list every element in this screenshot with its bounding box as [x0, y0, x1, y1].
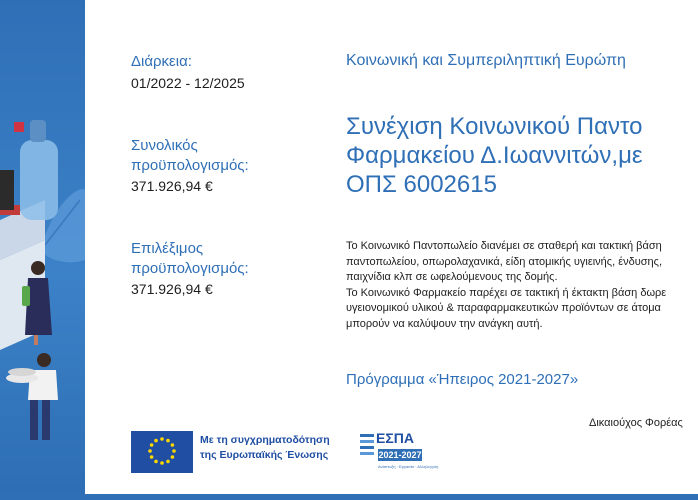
program-category-heading: Κοινωνική και Συμπεριληπτική Ευρώπη [346, 52, 626, 69]
duration-value: 01/2022 - 12/2025 [131, 75, 245, 91]
description-line: υγειονομικού υλικού & παραφαρμακευτικών προϊόντων σε άτομα [346, 302, 661, 315]
project-title [346, 112, 698, 199]
description-line: παιχνίδια κλπ σε ωφελούμενους της δομής. [346, 271, 558, 284]
eligible-budget-label-line1: Επιλέξιμος [131, 240, 204, 257]
eu-text-line: της Ευρωπαϊκής Ένωσης [200, 449, 329, 461]
bottom-accent-bar [0, 494, 698, 500]
illustration-people-icon [0, 0, 85, 500]
description-line: Το Κοινωνικό Φαρμακείο παρέχει σε τακτική ή έκτακτη βάση δωρε [346, 286, 667, 299]
description-line: παντοπωλείου, οπωρολαχανικά, είδη ατομικής υγιεινής, ένδυσης, [346, 255, 663, 268]
project-title-line: ΟΠΣ 6002615 [346, 171, 497, 198]
program-name: Πρόγραμμα «Ήπειρος 2021-2027» [346, 371, 579, 388]
eu-text-line: Με τη συγχρηματοδότηση [200, 434, 330, 446]
duration-label: Διάρκεια: [131, 53, 192, 70]
project-title-line: Φαρμακείου Δ.Ιωαννιτών,με [346, 142, 643, 169]
total-budget-label-line1: Συνολικός [131, 137, 198, 154]
beneficiary-label: Δικαιούχος Φορέας [589, 417, 683, 429]
project-description [346, 239, 666, 333]
total-budget-value: 371.926,94 € [131, 178, 213, 194]
espa-logo [358, 430, 439, 474]
espa-years: 2021-2027 [378, 450, 422, 460]
espa-title: ΕΣΠΑ [376, 430, 414, 446]
eligible-budget-label-line2: προϋπολογισμός: [131, 260, 249, 277]
espa-subtitle: Ανάπτυξη · Εργασία · Αλληλεγγύη [378, 464, 439, 469]
total-budget-label-line2: προϋπολογισμός: [131, 157, 249, 174]
eligible-budget-value: 371.926,94 € [131, 281, 213, 297]
eu-cofunding-text [200, 433, 330, 463]
eu-flag-icon [131, 431, 193, 473]
description-line: Το Κοινωνικό Παντοπωλείο διανέμει σε σταθερή και τακτική βάση [346, 240, 662, 252]
project-title-line: Συνέχιση Κοινωνικού Παντο [346, 113, 643, 140]
description-line: μπορούν να καλύψουν την ανάγκη αυτή. [346, 317, 543, 330]
espa-stripes-icon [358, 430, 378, 470]
decorative-illustration-panel [0, 0, 85, 500]
